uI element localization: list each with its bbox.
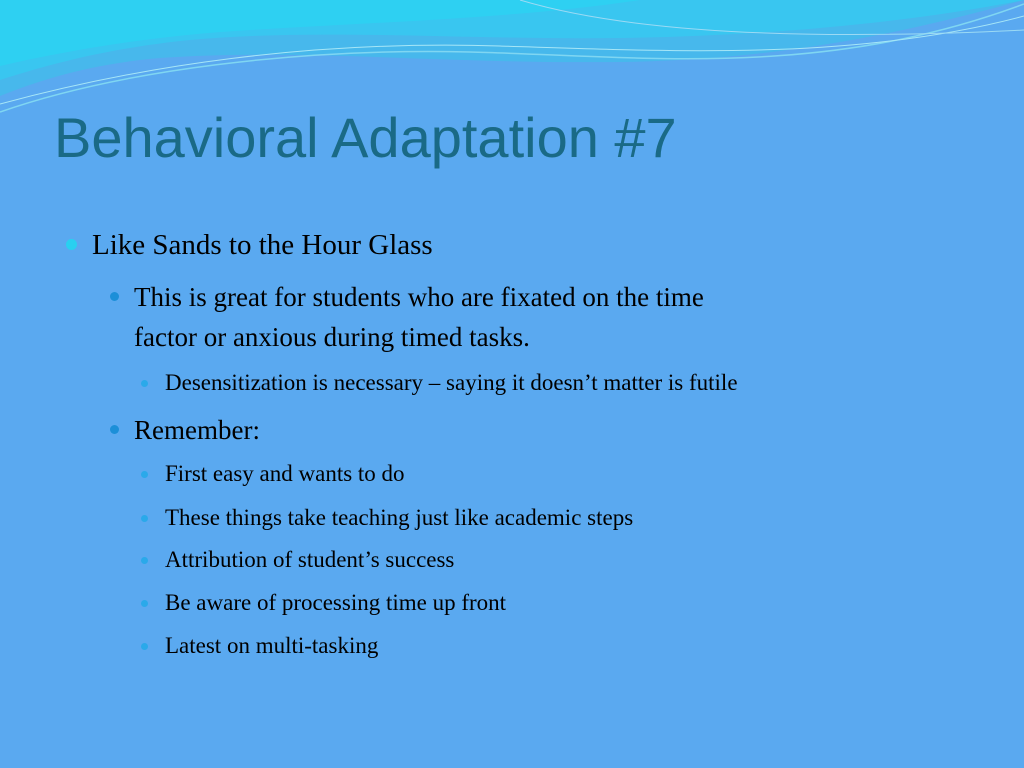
bullet-item-level2: [134, 410, 260, 450]
bullet-item-level3: [165, 459, 405, 489]
bullet-dot-icon: [141, 643, 148, 650]
bullet-item-level3: [165, 588, 506, 618]
bullet-text: Be aware of processing time up front: [165, 590, 507, 615]
slide-title: Behavioral Adaptation #7: [54, 106, 677, 169]
bullet-dot-icon: [141, 380, 148, 387]
bullet-item-level1: [92, 227, 433, 263]
bullet-item-level3: [165, 631, 378, 661]
bullet-item-level2: [134, 277, 704, 357]
bullet-dot-icon: [141, 557, 148, 564]
bullet-text: First easy and wants to do: [165, 461, 405, 486]
bullet-dot-icon: [141, 515, 148, 522]
bullet-text-line2: factor or anxious during timed tasks.: [134, 322, 530, 352]
bullet-item-level3: [165, 503, 633, 533]
bullet-dot-icon: [141, 600, 148, 607]
bullet-text: Like Sands to the Hour Glass: [92, 229, 433, 261]
bullet-text: Attribution of student’s success: [165, 547, 455, 572]
bullet-item-level3: [165, 368, 738, 398]
bullet-text: Latest on multi-tasking: [165, 633, 379, 658]
bullet-dot-icon: [66, 239, 77, 250]
bullet-dot-icon: [110, 425, 119, 434]
bullet-dot-icon: [141, 471, 148, 478]
bullet-text-line1: This is great for students who are fixated on the time: [134, 282, 704, 312]
bullet-text: Remember:: [134, 415, 260, 445]
bullet-text: These things take teaching just like academic steps: [165, 505, 634, 530]
bullet-text: Desensitization is necessary – saying it doesn’t matter is futile: [165, 370, 738, 395]
bullet-item-level3: [165, 545, 454, 575]
bullet-dot-icon: [110, 292, 119, 301]
